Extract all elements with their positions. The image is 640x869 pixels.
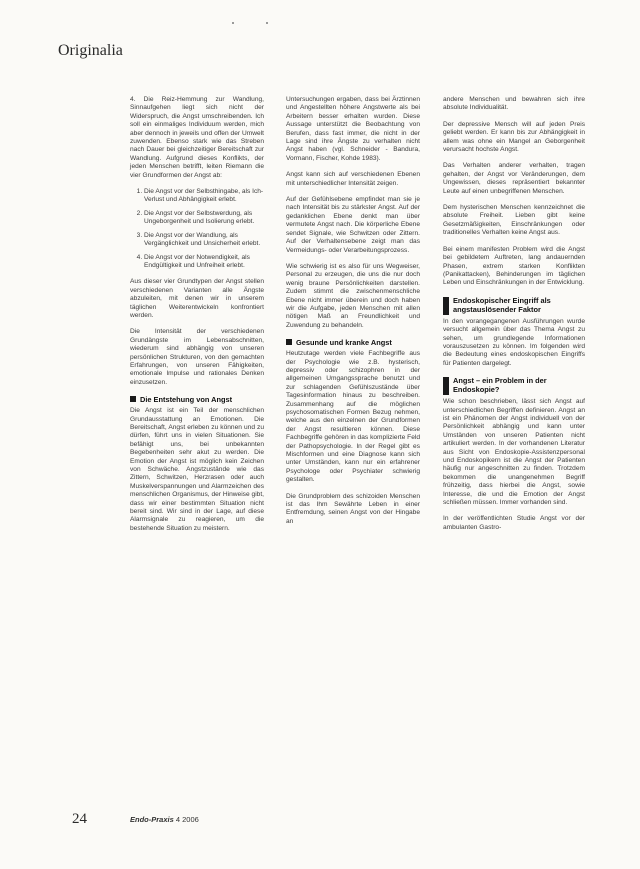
bar-bullet-icon xyxy=(443,297,449,315)
paragraph: Das Verhalten anderer verhalten, tragen gehalten, der Angst vor Veränderungen, dem Ungewissen, dieses repräsentiert bekannter Leute auf einen unbegriffenen Menschen. xyxy=(443,162,585,195)
paragraph: Angst kann sich auf verschiedenen Ebenen mit unterschiedlicher Intensität zeigen. xyxy=(286,171,420,187)
heading-endoskopie-eingriff xyxy=(443,296,585,315)
list-item: 4. Die Angst vor der Notwendigkeit, als Endgültigkeit und Unfreiheit erlebt. xyxy=(144,254,264,271)
paragraph: andere Menschen und bewahren sich ihre absolute Individualität. xyxy=(443,96,585,112)
paragraph: Die Intensität der verschiedenen Grundängste im Lebensabschnitten, wiederum sind abhängig von unseren persönlichen Strukturen, von den gemachten Erfahrungen, von unseren Fähigkeiten, emotionale Impulse und rationales Denken einzusetzen. xyxy=(130,328,264,386)
section-label: Originalia xyxy=(58,42,123,59)
heading-gesunde xyxy=(286,338,420,347)
paragraph: Untersuchungen ergaben, dass bei Ärztinnen und Angestellten höhere Angstwerte als bei Arbeitern besser erhalten wurden. Diese Aussage unterstützt die Beobachtung von Berufen, dass fast immer, die nicht in der Lage sind ihre Ängste zu verhalten nicht Angst haben (vgl. Schneider - Bandura, Vormann, Fischer, Kohde 1983). xyxy=(286,96,420,162)
paragraph: Bei einem manifesten Problem wird die Angst bei gebildetem Auftreten, lang andauernden Phasen, extrem starken Konflikten (Panikattacken), Behinderungen im täglichen Leben und Einschränkungen in der Entwicklung. xyxy=(443,245,585,287)
heading-text: Gesunde und kranke Angst xyxy=(296,338,392,348)
paragraph: Wie schwierig ist es also für uns Wegweiser, Personal zu erzeugen, die uns die nur doch wenig braune Persönlichkeiten darstellen. Zudem stimmt die zwischenmenschliche Ebene nicht immer überein und doch haben wir die Aufgabe, jeden Menschen mit allen nötigen Maß an Freundlichkeit und Zuwendung zu behandeln. xyxy=(286,262,420,329)
column-2 xyxy=(286,96,420,534)
paragraph: In den vorangegangenen Ausführungen wurde versucht allgemein über das Thema Angst zu sehen, um grundlegende Informationen vorauszusetzen zu können. Im folgenden wird die Bedeutung eines endoskopischen Eingriffs für Patienten dargelegt. xyxy=(443,317,585,367)
paragraph: Auf der Gefühlsebene empfindet man sie je nach Intensität bis zu stärkster Angst. Auf der gedanklichen Ebene denkt man über vermutete Angst nach. Die körperliche Ebene sendet Signale, wie Schwitzen oder Zittern. Auf der Verhaltensebene zeigt man das Vermeidungs- oder Verarbeitungsprozess. xyxy=(286,196,420,254)
journal-footer xyxy=(130,815,199,824)
paragraph: Wie schon beschrieben, lässt sich Angst auf unterschiedlichen Begriffen definieren. Angst an ist ein Phänomen der Angst individuell von der Persönlichkeit abhängig und kann unter Umständen von unseren Patienten nicht artikuliert werden. In der vorhandenen Literatur aus Sicht von Endoskopie-Assistenzpersonal und Endoskopikern ist die Angst der Patienten häufig nur angeschnitten zu finden. Trotzdem bekommen die unangenehmen Begriff frühzeitig, dass hierbei die Angst, sowie Interesse, die und die Emotion der Angst schließen müssen. Immer vorhanden sind. xyxy=(443,398,585,507)
heading-text: Angst – ein Problem in der Endoskopie? xyxy=(453,376,547,395)
list-item: 3. Die Angst vor der Wandlung, als Vergänglichkeit und Unsicherheit erlebt. xyxy=(144,232,264,249)
paragraph: Die Grundproblem des schizoiden Menschen ist das Ihm Sewährte Leben in einer Entfremdung, seinen Angst von der Hingabe an xyxy=(286,492,420,525)
angst-list xyxy=(130,188,264,270)
paragraph: Die Angst ist ein Teil der menschlichen Grundausstattung an Emotionen. Die Bereitschaft, Angst erleben zu können und zu dürfen, führt uns in vielen Situationen. Sie befähigt uns, bei unbekannten Begebenheiten sehr akut zu werden. Die Emotion der Angst ist möglich kein Zeichen von Schwäche. Angstzustände wie das Zittern, Schwitzen, Herzrasen oder auch Muskelverspannungen und Alarmzeichen des menschlichen Organismus, der Hinweise gibt, dass wir einer bestimmten Situation nicht bereit sind. Wir sind in der Lage, auf diese Alarmsignale zu reagieren, um die bestehende Situation zu meistern. xyxy=(130,407,264,532)
paragraph: Heutzutage werden viele Fachbegriffe aus der Psychologie wie z.B. hysterisch, depressiv oder schizophren in der allgemeinen Umgangssprache benutzt und zur schlagenden Gefühlszustände über Tagesinformation hinaus zu beschreiben. Zusammenhang auf die möglichen psychosomatischen Formen Bezug nehmen, welche aus den einzelnen der Grundformen der Angst resultieren können. Diese Fachbegriffe gehören in das komplizierte Feld der Pathopsychologie. In der Regel gibt es Mischformen und eine Diagnose kann sich unter Umständen, kann nur ein erfahrener Psychologe oder Psychiater schwierig gestalten. xyxy=(286,350,420,484)
square-bullet-icon xyxy=(130,396,136,402)
heading-angst-problem xyxy=(443,376,585,395)
paragraph: Der depressive Mensch will auf jeden Preis geliebt werden. Er kann bis zur Abhängigkeit in allem was ohne ein Mangel an Geborgenheit verursacht hochste Angst. xyxy=(443,120,585,154)
heading-entstehung xyxy=(130,395,264,404)
list-item: 2. Die Angst vor der Selbstwerdung, als Ungeborgenheit und Isolierung erlebt. xyxy=(144,210,264,227)
journal-name: Endo-Praxis xyxy=(130,815,174,824)
list-item: 1. Die Angst vor der Selbsthingabe, als Ich-Verlust und Abhängigkeit erlebt. xyxy=(144,188,264,205)
column-3 xyxy=(443,96,585,540)
journal-issue: 4 2006 xyxy=(175,815,199,824)
scan-speck xyxy=(232,22,234,24)
bar-bullet-icon xyxy=(443,377,449,395)
heading-text: Endoskopischer Eingriff als angstauslösender Faktor xyxy=(453,295,551,314)
square-bullet-icon xyxy=(286,339,292,345)
paragraph: In der veröffentlichten Studie Angst vor der ambulanten Gastro- xyxy=(443,515,585,531)
column-1 xyxy=(130,96,264,541)
scan-speck xyxy=(266,22,268,24)
intro-item: 4. Die Reiz-Hemmung zur Wandlung, Sinnaufgehen liegt sich nicht der Widerspruch, die Angst umschreibenden. Ich soll ein einmaliges Individuum werden, mich aber dennoch in jeweils und offen der Umwelt zuwenden. Ebenso stark wie das Streben nach Dauer bei gleichzeitiger Bereitschaft zur Wandlung. Aufgrund dieses Konflikts, der jeden Menschen betrifft, leiten Riemann die vier Grundformen der Angst ab: xyxy=(130,96,264,179)
paragraph: Dem hysterischen Menschen kennzeichnet die absolute Freiheit. Lieben gibt keine Gesetzmäßigkeiten, Einschränkungen oder traditionelles Verhalten keine Angst aus. xyxy=(443,204,585,237)
heading-text: Die Entstehung von Angst xyxy=(140,395,233,405)
page-number: 24 xyxy=(72,811,87,827)
paragraph: Aus dieser vier Grundtypen der Angst stellen verschiedenen Varianten alle Ängste abzuleiten, mit denen wir in unserem täglichen Weiterentwickeln konfrontiert werden. xyxy=(130,278,264,319)
